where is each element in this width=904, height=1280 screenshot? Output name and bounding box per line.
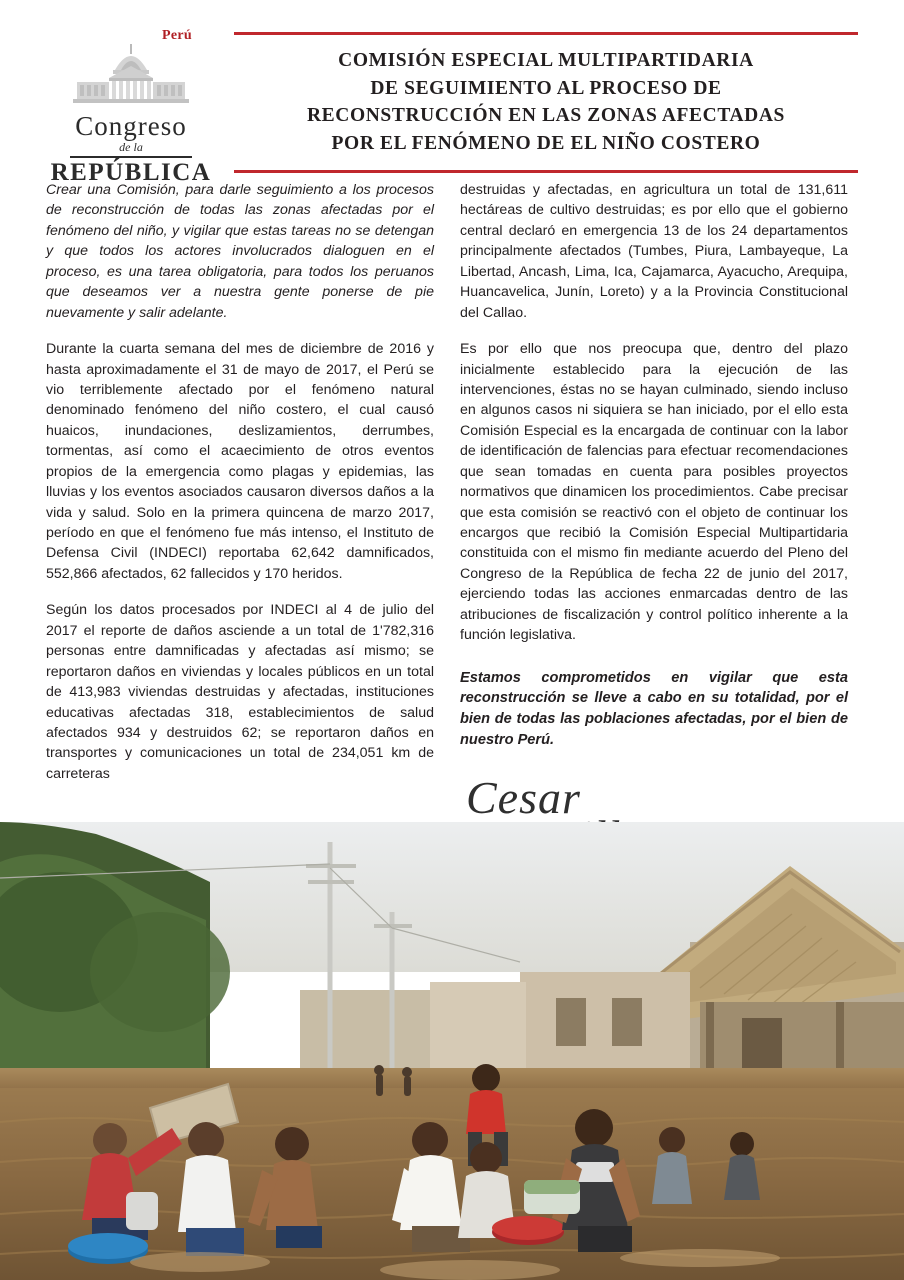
congress-building-icon [46,44,216,111]
left-column [46,180,434,916]
logo-congreso-text: Congreso [75,111,187,141]
logo-dela-text: de la [119,140,143,154]
page-title-line-2: DE SEGUIMIENTO AL PROCESO DE [370,77,722,99]
title-rule-bottom [234,170,858,173]
page-title-line-3: RECONSTRUCCIÓN EN LAS ZONAS AFECTADAS [306,105,785,127]
left-paragraph-2: Según los datos procesados por INDECI al 4 de julio del 2017 el reporte de daños asciende a un total de 1'782,316 personas entre damnificadas y afectadas así mismo; se reportaron daños en viviendas y locales públicos en un total de 413,983 viviendas destruidas y afectadas, instituciones educativas afectadas 318, establecimientos de salud afectados 934 y destruidos 62; se reportaron daños en transportes y comunicaciones un total de 234,051 km de carreteras [46,602,434,782]
congress-logo [46,26,216,186]
logo-republica-text: REPÚBLICA [50,159,212,186]
right-column [460,180,848,916]
article-columns [0,168,904,916]
logo-divider [70,156,192,158]
right-paragraph-2: Es por ello que nos preocupa que, dentro del plazo inicialmente establecido para la ejecución de las intervenciones, éstas no se hayan culminado, siendo incluso en algunos casos ni siquiera se han iniciado, por el ello esta Comisión Especial es la encargada de continuar con la labor de identificación de falencias para efectuar recomendaciones que sean tomadas en cuenta para posibles proyectos normativos que dinamicen los procedimientos. Cabe precisar que esta comisión se reactivó con el objeto de continuar los encargos que recibió la Comisión Especial Multipartidaria constituida con el mismo fin mediante acuerdo del Pleno del Congreso de la República de fecha 22 de junio del 2017, ejerciendo todas las acciones enmarcadas dentro de las atribuciones de fiscalización y control político inherente a la función legislativa. [460,341,848,644]
closing-statement: Estamos comprometidos en vigilar que esta reconstrucción se lleve a cabo en su totalidad, por el bien de todas las poblaciones afectadas, por el bien de nuestro Perú. [460,669,848,748]
page-title [234,35,858,160]
lead-paragraph: Crear una Comisión, para darle seguimiento a los procesos de reconstrucción de todas las zonas afectadas por el fenómeno del niño, y vigilar que estas tareas no se detengan y que todos los actores involucrados dialoguen en el proceso, es una tarea obligatoria, para todos los peruanos que deseamos ver a nuestra gente ponerse de pie nuevamente y salir adelante. [46,182,434,321]
right-paragraph-1: destruidas y afectadas, en agricultura un total de 131,611 hectáreas de cultivo destruidas; es por ello que el gobierno central declaró en emergencia 13 de los 24 departamentos principalmente afectados (Tumbes, Piura, Lambayeque, La Libertad, Ancash, Lima, Ica, Cajamarca, Ayacucho, Arequipa, Huancavelica, Junín, Loreto) y a la Provincia Constitucional del Callao. [460,182,848,321]
page-title-line-4: POR EL FENÓMENO DE EL NIÑO COSTERO [331,133,761,155]
signature-first-name: Cesar [466,771,581,823]
flood-photo [0,822,904,1280]
page-header [0,0,904,186]
logo-peru-label: Perú [162,28,192,43]
page-title-line-1: COMISIÓN ESPECIAL MULTIPARTIDARIA [338,50,754,71]
header-title-block [216,26,858,173]
left-paragraph-1: Durante la cuarta semana del mes de diciembre de 2016 y hasta aproximadamente el 31 de mayo de 2017, el Perú se vio terriblemente afectado por el fenómeno natural denominado fenómeno del niño costero, el cual causó huaicos, inundaciones, deslizamientos, derrumbes, tormentas, así como el acaecimiento de otros eventos propios de la emergencia como plagas y epidemias, las lluvias y los eventos asociados causaron diversos daños a la vida y salud. Solo en la primera quincena de marzo 2017, período en que el fenómeno fue más intenso, el Instituto de Defensa Civil (INDECI) reportaba 62,642 damnificados, 552,866 afectados, 62 fallecidos y 170 heridos. [46,341,434,582]
